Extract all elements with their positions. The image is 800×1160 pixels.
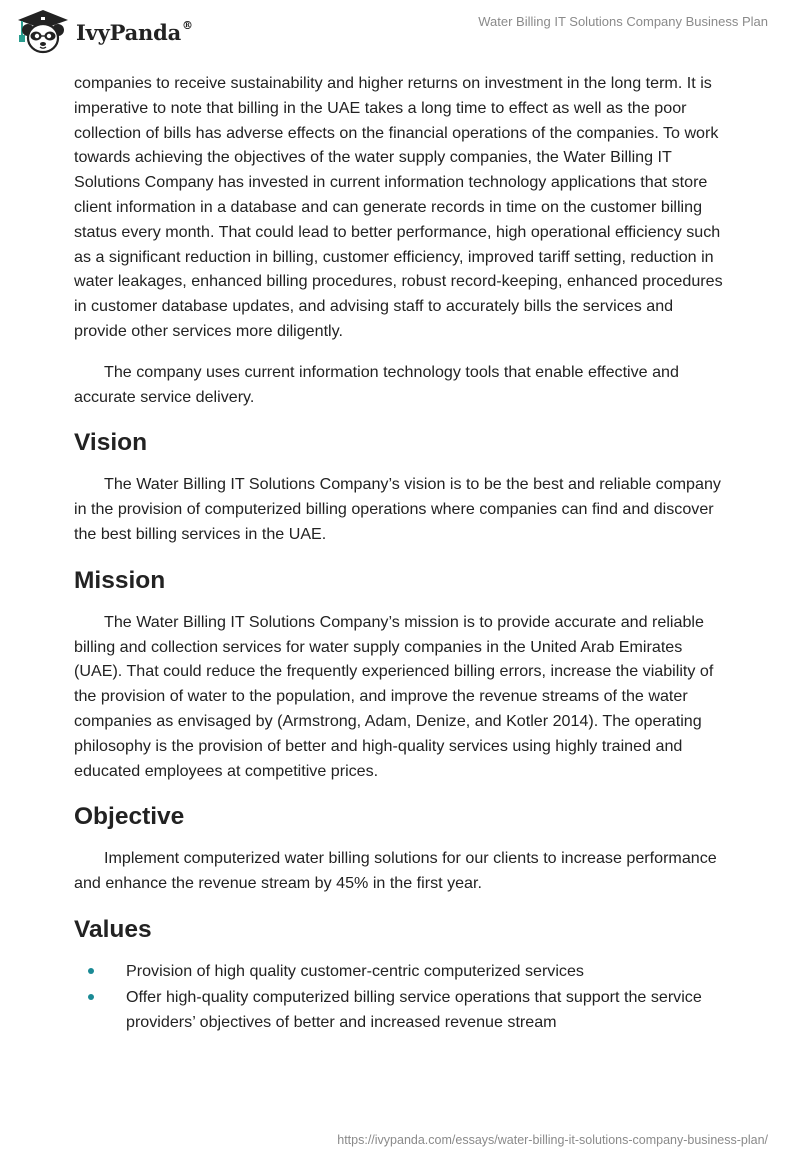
list-item-text: Offer high-quality computerized billing service operations that support the service providers’ objectives of better and increased revenue stream (126, 987, 702, 1031)
tools-paragraph: The company uses current information technology tools that enable effective and accurate service delivery. (74, 362, 679, 406)
source-url[interactable]: https://ivypanda.com/essays/water-billing-it-solutions-company-business-plan/ (337, 1133, 768, 1147)
mission-paragraph: The Water Billing IT Solutions Company’s mission is to provide accurate and reliable billing and collection services for water supply companies in the United Arab Emirates (UAE). That could reduce the frequently experienced billing errors, increase the viability of the provision of water to the population, and improve the revenue streams of the water companies as envisaged by (Armstrong, Adam, Denize, and Kotler 2014). The operating philosophy is the provision of better and high-quality services using highly trained and educated employees at competitive prices. (74, 612, 714, 780)
list-item (126, 959, 730, 984)
bullet-icon (88, 994, 94, 1000)
list-item-text: Provision of high quality customer-centric computerized services (126, 961, 584, 980)
bullet-icon (88, 968, 94, 974)
brand-name: IvyPanda® (76, 18, 193, 45)
article-body (74, 71, 730, 1034)
values-heading: Values (74, 915, 152, 943)
vision-paragraph: The Water Billing IT Solutions Company’s vision is to be the best and reliable company in the provision of computerized billing operations where companies can find and discover the best billing services in the UAE. (74, 475, 721, 543)
mission-heading: Mission (74, 566, 166, 594)
document-title: Water Billing IT Solutions Company Business Plan (478, 14, 768, 29)
objective-paragraph: Implement computerized water billing solutions for our clients to increase performance and enhance the revenue stream by 45% in the first year. (74, 849, 717, 893)
brand-logo[interactable] (14, 8, 193, 54)
values-list (74, 959, 730, 1034)
objective-heading: Objective (74, 803, 185, 831)
panda-graduate-icon (14, 8, 72, 54)
vision-heading: Vision (74, 429, 148, 457)
intro-paragraph: companies to receive sustainability and higher returns on investment in the long term. It is imperative to note that billing in the UAE takes a long time to effect as well as the poor collection of bills has adverse effects on the financial operations of the companies. To work towards achieving the objectives of the water supply companies, the Water Billing IT Solutions Company has invested in current information technology applications that store client information in a database and can generate records in time on the customer billing status every month. That could lead to better performance, high operational efficiency such as a significant reduction in billing, customer efficiency, improved tariff setting, reduction in water leakages, enhanced billing procedures, robust record-keeping, enhanced procedures in customer database updates, and advising staff to accurately bills the services and provide other services more diligently. (74, 74, 723, 340)
page-header (0, 0, 800, 62)
list-item (126, 985, 730, 1035)
